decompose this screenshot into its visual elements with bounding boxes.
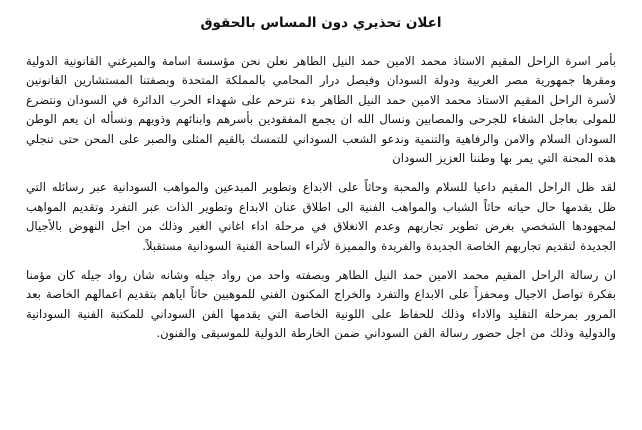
paragraph-2: لقد ظل الراحل المقيم داعيا للسلام والمحبة وحاثاً على الابداع وتطوير المبدعين والمواهب السودانية عبر رسائله التي ظل يقدمها حال حياته حاثاً الشباب والمواهب الفنية الى اطلاق عنان الابداع وتطوير الذات عبر التفرد وتقديم المواهب لمجهودها الشخصي بغرض تطوير تجاربهم وعدم الانغلاق في مرحلة اداء اغاني الغير وذلك من اجل النهوض بالأجيال الجديدة لتقديم تجاربهم الخاصة الجديدة والفريدة والمميزة لأثراء الساحة الفنية السودانية مستقبلاً.	[26, 180, 616, 253]
paragraph-3: ان رسالة الراحل المقيم محمد الامين حمد النيل الطاهر وبصفته واحد من رواد جيله وشانه شان رواد جيله كان مؤمنا بفكرة تواصل الاجيال ومحفزاً على الابداع والتفرد والخراج المكنون الفني للموهبين حاثاً اياهم بتقديم اعمالهم الخاصة بعد المرور بمرحلة التقليد والاداء وذلك للحفاظ على اللونية الخاصة التي يقدمها الفن السوداني للمكتبة الفنية السودانية والدولية وذلك من اجل حضور رسالة الفن السوداني ضمن الخارطة الدولية للموسيقى والفنون.	[26, 268, 616, 341]
document-title: اعلان تحذيري دون المساس بالحقوق	[200, 15, 442, 31]
paragraph-1: بأمر اسرة الراحل المقيم الاستاذ محمد الامين حمد النيل الطاهر نعلن نحن مؤسسة اسامة والميرغني القانونية الدولية ومقرها جمهورية مصر العربية ودولة السودان وفيصل درار المحامي بالمملكة المتحدة وبصفتنا المستشارين القانونين لأسرة الراحل المقيم الاستاذ محمد الامين حمد النيل الطاهر بدء نترحم على شهداء الحرب الدائرة في السودان ونتضرع للمولى بعاجل الشفاء للجرحى والمصابين ونسال الله ان يجمع المفقودين بأسرهم وابنائهم وذويهم ونسأله ان يعم الوطن السودان السلام والامن والرفاهية والتنمية وندعو الشعب السوداني للتمسك بالقيم المثلى والصبر على المحن حتى تنجلي هذه المحنة التي يمر بها وطننا العزيز السودان	[26, 54, 616, 166]
